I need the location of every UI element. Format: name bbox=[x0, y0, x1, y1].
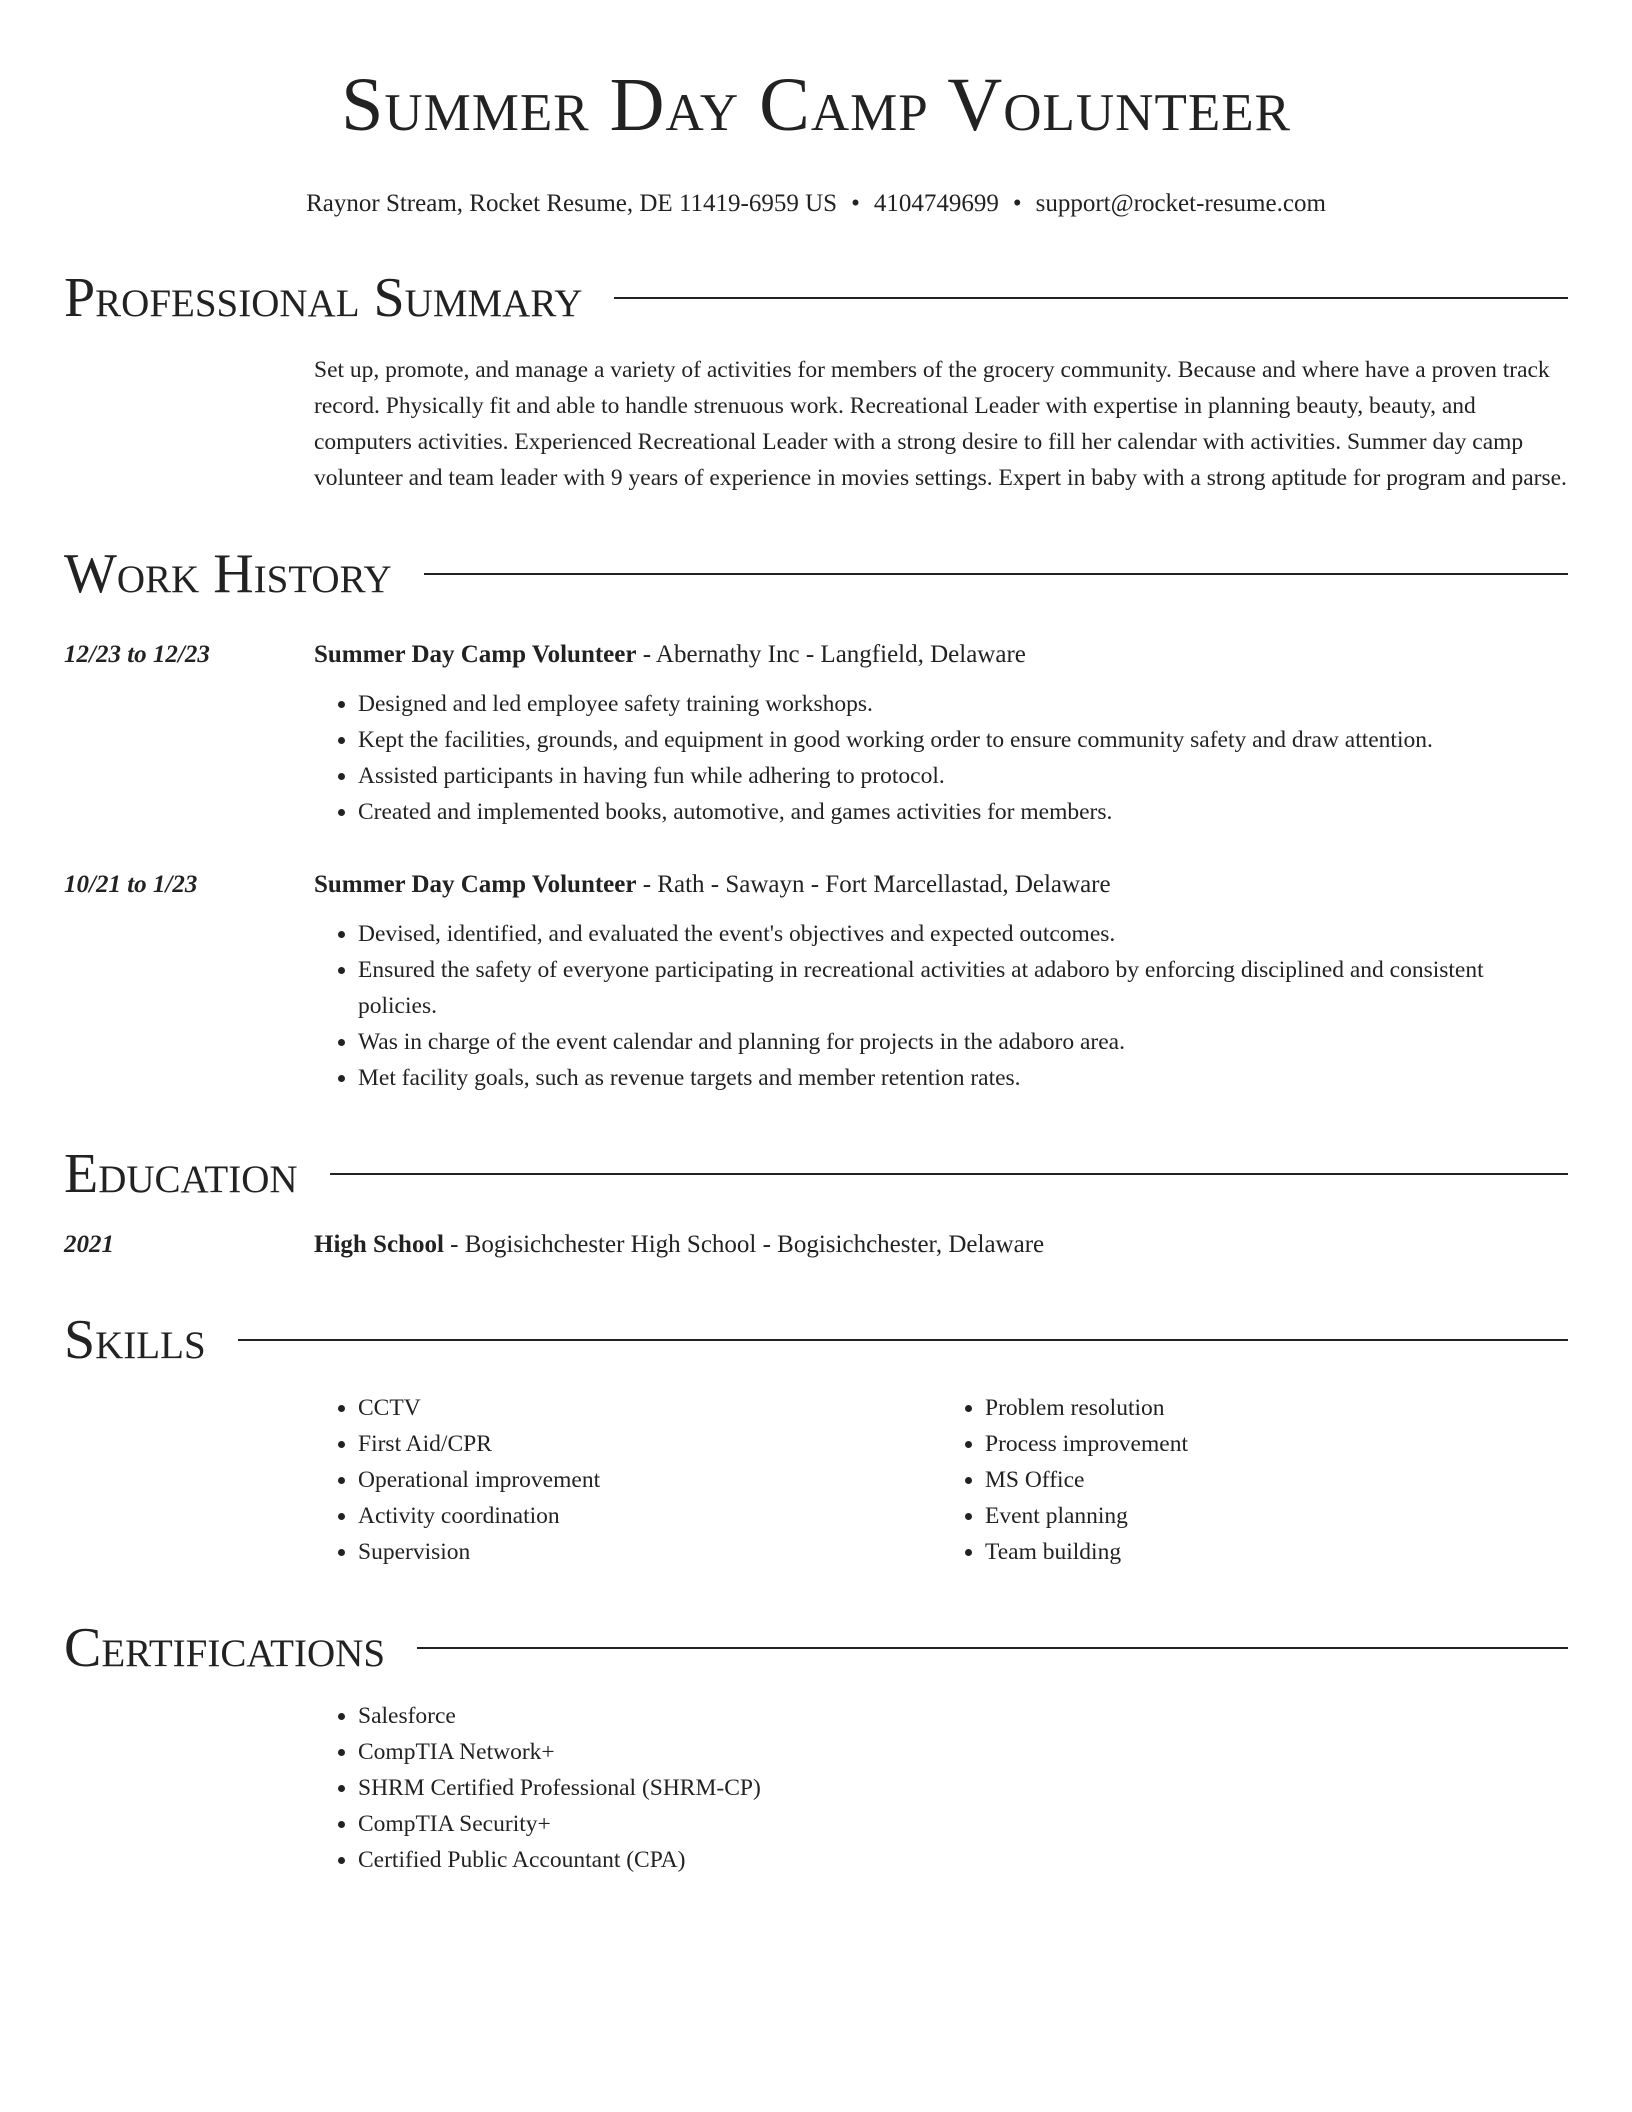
skills-column-right bbox=[941, 1390, 1568, 1570]
skill-item: • Team building bbox=[985, 1534, 1568, 1570]
section-header-work-history bbox=[64, 542, 1568, 606]
contact-address: Raynor Stream, Rocket Resume, DE 11419-6959 US bbox=[306, 190, 838, 217]
section-title-skills: Skills bbox=[64, 1309, 206, 1371]
job-bullet: • Assisted participants in having fun while adhering to protocol. bbox=[358, 758, 1433, 794]
skill-item: • Event planning bbox=[985, 1498, 1568, 1534]
job-position: Summer Day Camp Volunteer bbox=[314, 871, 637, 898]
certification-item: • Salesforce bbox=[358, 1698, 1568, 1734]
job-bullet: • Created and implemented books, automotive, and games activities for members. bbox=[358, 794, 1433, 830]
section-header-education bbox=[64, 1142, 1568, 1206]
job-bullet: • Ensured the safety of everyone participating in recreational activities at adaboro by enforcing disciplined and consistent policies. bbox=[358, 952, 1568, 1024]
contact-line bbox=[64, 188, 1568, 220]
skill-item: • Problem resolution bbox=[985, 1390, 1568, 1426]
section-divider bbox=[238, 1339, 1568, 1341]
education-heading bbox=[314, 1228, 1044, 1262]
section-divider bbox=[330, 1173, 1568, 1175]
job-entry bbox=[64, 868, 1568, 1096]
skill-item: • MS Office bbox=[985, 1462, 1568, 1498]
skill-item: • Operational improvement bbox=[358, 1462, 941, 1498]
certification-item: • SHRM Certified Professional (SHRM-CP) bbox=[358, 1770, 1568, 1806]
section-divider bbox=[424, 573, 1568, 575]
section-title-work-history: Work History bbox=[64, 543, 392, 605]
education-entry bbox=[64, 1228, 1568, 1262]
contact-phone: 4104749699 bbox=[873, 190, 999, 217]
contact-separator: • bbox=[851, 190, 860, 217]
section-header-certifications bbox=[64, 1616, 1568, 1680]
job-dates: 12/23 to 12/23 bbox=[64, 641, 210, 668]
contact-separator: • bbox=[1012, 190, 1022, 217]
job-bullet: • Was in charge of the event calendar and planning for projects in the adaboro area. bbox=[358, 1024, 1568, 1060]
skill-item: • Activity coordination bbox=[358, 1498, 941, 1534]
certifications-items bbox=[314, 1698, 1568, 1878]
skill-item: • Process improvement bbox=[985, 1426, 1568, 1462]
education-year: 2021 bbox=[64, 1231, 114, 1258]
section-title-education: Education bbox=[64, 1143, 298, 1205]
certification-item: • Certified Public Accountant (CPA) bbox=[358, 1842, 1568, 1878]
education-degree: High School bbox=[314, 1231, 444, 1258]
job-details: - Abernathy Inc - Langfield, Delaware bbox=[636, 641, 1026, 668]
section-divider bbox=[614, 297, 1568, 299]
skill-item: • CCTV bbox=[358, 1390, 941, 1426]
skill-item: • First Aid/CPR bbox=[358, 1426, 941, 1462]
job-dates: 10/21 to 1/23 bbox=[64, 871, 198, 898]
job-bullet: • Devised, identified, and evaluated the event's objectives and expected outcomes. bbox=[358, 916, 1568, 952]
job-bullet: • Designed and led employee safety training workshops. bbox=[358, 686, 1433, 722]
job-bullets bbox=[314, 916, 1568, 1096]
job-position: Summer Day Camp Volunteer bbox=[314, 641, 637, 668]
job-heading bbox=[314, 868, 1568, 902]
resume-name: Summer Day Camp Volunteer bbox=[341, 63, 1291, 147]
job-entry bbox=[64, 638, 1568, 830]
section-divider bbox=[417, 1647, 1568, 1649]
job-bullet: • Met facility goals, such as revenue targets and member retention rates. bbox=[358, 1060, 1568, 1096]
section-header-skills bbox=[64, 1308, 1568, 1372]
summary-text: Set up, promote, and manage a variety of activities for members of the grocery community. Because and where have a proven track record. Physically fit and able to handle strenuous work. Recreational Leader with expertise in planning beauty, beauty, and computers activities. Experienced Recreational Leader with a strong desire to fill her calendar with activities. Summer day camp volunteer and team leader with 9 years of experience in movies settings. Expert in baby with a strong aptitude for program and parse. bbox=[314, 357, 1567, 491]
contact-email: support@rocket-resume.com bbox=[1035, 190, 1326, 217]
skill-item: • Supervision bbox=[358, 1534, 941, 1570]
skills-column-left bbox=[314, 1390, 941, 1570]
certifications-list bbox=[314, 1698, 1568, 1878]
job-details: - Rath - Sawayn - Fort Marcellastad, Delaware bbox=[636, 871, 1111, 898]
job-heading bbox=[314, 638, 1433, 672]
certification-item: • CompTIA Security+ bbox=[358, 1806, 1568, 1842]
certification-item: • CompTIA Network+ bbox=[358, 1734, 1568, 1770]
section-header-summary bbox=[64, 266, 1568, 330]
skills-list bbox=[314, 1390, 1568, 1570]
education-details: - Bogisichchester High School - Bogisichchester, Delaware bbox=[443, 1231, 1045, 1258]
section-title-certifications: Certifications bbox=[64, 1617, 386, 1679]
job-bullet: • Kept the facilities, grounds, and equipment in good working order to ensure community safety and draw attention. bbox=[358, 722, 1433, 758]
job-bullets bbox=[314, 686, 1433, 830]
section-title-summary: Professional Summary bbox=[64, 267, 583, 329]
